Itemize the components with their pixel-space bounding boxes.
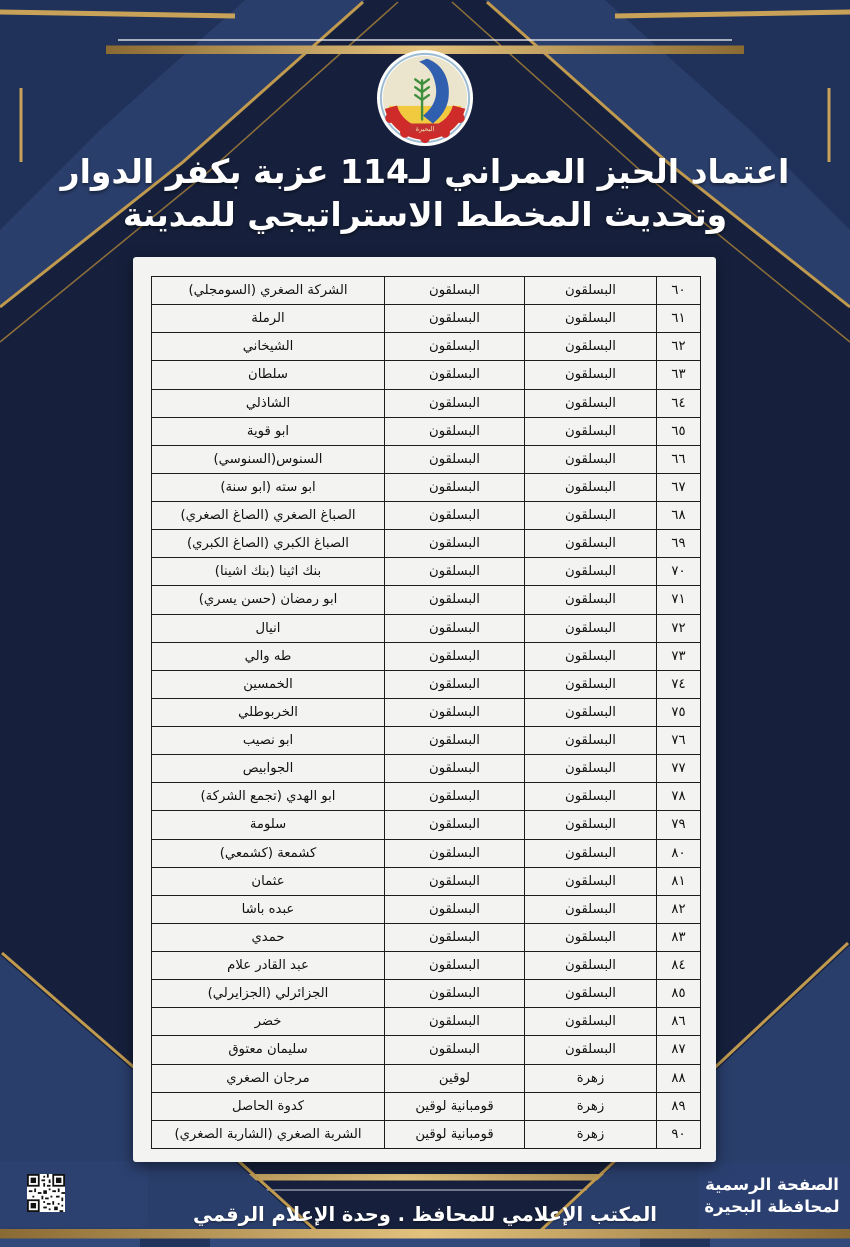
table-row <box>152 586 701 614</box>
cell-hamlet: سلطان <box>152 361 385 389</box>
cell-number: ٨٩ <box>657 1092 701 1120</box>
cell-hamlet: ابو الهدي (تجمع الشركة) <box>152 783 385 811</box>
cell-village: البسلقون <box>385 277 525 305</box>
cell-unit: البسلقون <box>525 389 657 417</box>
table-row <box>152 670 701 698</box>
page-title-line1: اعتماد الحيز العمراني لـ114 عزبة بكفر الدوار <box>60 152 790 191</box>
cell-number: ٧٩ <box>657 811 701 839</box>
cell-unit: البسلقون <box>525 839 657 867</box>
cell-hamlet: عثمان <box>152 867 385 895</box>
cell-hamlet: انيال <box>152 614 385 642</box>
cell-hamlet: سليمان معتوق <box>152 1036 385 1064</box>
cell-number: ٦٧ <box>657 473 701 501</box>
cell-hamlet: الشيخاني <box>152 333 385 361</box>
table-row <box>152 867 701 895</box>
table-row <box>152 980 701 1008</box>
page-title-line2: وتحديث المخطط الاستراتيجي للمدينة <box>122 195 728 234</box>
cell-village: البسلقون <box>385 305 525 333</box>
hamlet-table <box>151 276 701 1149</box>
cell-hamlet: ابو قوية <box>152 417 385 445</box>
cell-number: ٧٤ <box>657 670 701 698</box>
table-row <box>152 502 701 530</box>
cell-unit: البسلقون <box>525 698 657 726</box>
table-row <box>152 642 701 670</box>
cell-unit: البسلقون <box>525 614 657 642</box>
cell-unit: زهرة <box>525 1064 657 1092</box>
cell-number: ٦٣ <box>657 361 701 389</box>
cell-unit: البسلقون <box>525 811 657 839</box>
cell-village: قومبانية لوقين <box>385 1120 525 1148</box>
official-page-line2: لمحافظة البحيرة <box>704 1197 840 1216</box>
cell-number: ٨٥ <box>657 980 701 1008</box>
table-row <box>152 755 701 783</box>
cell-village: البسلقون <box>385 1036 525 1064</box>
table-row <box>152 305 701 333</box>
cell-number: ٦٢ <box>657 333 701 361</box>
cell-hamlet: الجزائرلي (الجزايرلي) <box>152 980 385 1008</box>
cell-number: ٨١ <box>657 867 701 895</box>
cell-unit: البسلقون <box>525 755 657 783</box>
cell-unit: البسلقون <box>525 923 657 951</box>
cell-village: البسلقون <box>385 1008 525 1036</box>
cell-village: البسلقون <box>385 445 525 473</box>
cell-village: البسلقون <box>385 361 525 389</box>
cell-village: لوقين <box>385 1064 525 1092</box>
cell-number: ٦٤ <box>657 389 701 417</box>
table-row <box>152 1120 701 1148</box>
cell-hamlet: السنوس(السنوسي) <box>152 445 385 473</box>
table-row <box>152 1036 701 1064</box>
cell-village: البسلقون <box>385 642 525 670</box>
cell-hamlet: سلومة <box>152 811 385 839</box>
cell-village: البسلقون <box>385 502 525 530</box>
cell-number: ٦٠ <box>657 277 701 305</box>
cell-hamlet: الخمسين <box>152 670 385 698</box>
cell-number: ٦٥ <box>657 417 701 445</box>
table-row <box>152 558 701 586</box>
cell-village: البسلقون <box>385 473 525 501</box>
cell-hamlet: ابو نصيب <box>152 727 385 755</box>
table-row <box>152 417 701 445</box>
cell-hamlet: بنك اثينا (بنك اشينا) <box>152 558 385 586</box>
cell-village: البسلقون <box>385 670 525 698</box>
cell-unit: البسلقون <box>525 1008 657 1036</box>
table-row <box>152 839 701 867</box>
cell-number: ٧٨ <box>657 783 701 811</box>
cell-unit: البسلقون <box>525 783 657 811</box>
table-row <box>152 727 701 755</box>
cell-hamlet: الجوابيص <box>152 755 385 783</box>
table-row <box>152 445 701 473</box>
cell-unit: البسلقون <box>525 895 657 923</box>
official-page-line1: الصفحة الرسمية <box>705 1175 839 1194</box>
cell-village: قومبانية لوقين <box>385 1092 525 1120</box>
cell-unit: زهرة <box>525 1120 657 1148</box>
table-row <box>152 923 701 951</box>
cell-unit: البسلقون <box>525 586 657 614</box>
table-row <box>152 952 701 980</box>
cell-unit: البسلقون <box>525 867 657 895</box>
cell-hamlet: ابو سته (ابو سنة) <box>152 473 385 501</box>
cell-unit: البسلقون <box>525 727 657 755</box>
cell-number: ٧٠ <box>657 558 701 586</box>
media-office-label: المكتب الإعلامي للمحافظ . وحدة الإعلام الرقمي <box>193 1203 657 1226</box>
table-row <box>152 473 701 501</box>
cell-number: ٧٢ <box>657 614 701 642</box>
cell-number: ٨٧ <box>657 1036 701 1064</box>
cell-village: البسلقون <box>385 558 525 586</box>
cell-village: البسلقون <box>385 417 525 445</box>
cell-village: البسلقون <box>385 867 525 895</box>
cell-number: ٦٨ <box>657 502 701 530</box>
cell-unit: البسلقون <box>525 952 657 980</box>
table-row <box>152 1008 701 1036</box>
cell-hamlet: الشاذلي <box>152 389 385 417</box>
cell-village: البسلقون <box>385 952 525 980</box>
cell-unit: البسلقون <box>525 1036 657 1064</box>
cell-hamlet: الشركة الصغري (السومجلي) <box>152 277 385 305</box>
table-row <box>152 530 701 558</box>
cell-village: البسلقون <box>385 980 525 1008</box>
cell-unit: البسلقون <box>525 530 657 558</box>
cell-unit: البسلقون <box>525 417 657 445</box>
cell-hamlet: الرملة <box>152 305 385 333</box>
cell-hamlet: حمدي <box>152 923 385 951</box>
cell-unit: زهرة <box>525 1092 657 1120</box>
cell-hamlet: الخربوطلي <box>152 698 385 726</box>
cell-number: ٨٢ <box>657 895 701 923</box>
cell-unit: البسلقون <box>525 445 657 473</box>
cell-unit: البسلقون <box>525 670 657 698</box>
table-row <box>152 361 701 389</box>
table-row <box>152 895 701 923</box>
beheira-governorate-logo <box>376 49 474 147</box>
cell-number: ٨٣ <box>657 923 701 951</box>
announcement-paper <box>133 257 716 1162</box>
cell-unit: البسلقون <box>525 277 657 305</box>
cell-village: البسلقون <box>385 727 525 755</box>
cell-village: البسلقون <box>385 698 525 726</box>
cell-hamlet: الصباغ الكبري (الصاغ الكبري) <box>152 530 385 558</box>
cell-number: ٦٦ <box>657 445 701 473</box>
cell-unit: البسلقون <box>525 642 657 670</box>
cell-number: ٧٧ <box>657 755 701 783</box>
cell-hamlet: الشربة الصغري (الشاربة الصغري) <box>152 1120 385 1148</box>
page-title <box>0 150 850 236</box>
table-row <box>152 1064 701 1092</box>
cell-unit: البسلقون <box>525 980 657 1008</box>
table-row <box>152 389 701 417</box>
cell-unit: البسلقون <box>525 473 657 501</box>
cell-hamlet: طه والي <box>152 642 385 670</box>
cell-hamlet: عبد القادر علام <box>152 952 385 980</box>
cell-unit: البسلقون <box>525 361 657 389</box>
cell-number: ٧٥ <box>657 698 701 726</box>
cell-village: البسلقون <box>385 389 525 417</box>
cell-village: البسلقون <box>385 530 525 558</box>
cell-hamlet: كدوة الحاصل <box>152 1092 385 1120</box>
logo-banner-label: البحيرة <box>415 124 435 133</box>
cell-village: البسلقون <box>385 811 525 839</box>
hamlet-table-body <box>152 277 701 1149</box>
cell-village: البسلقون <box>385 923 525 951</box>
cell-number: ٦١ <box>657 305 701 333</box>
cell-unit: البسلقون <box>525 305 657 333</box>
cell-unit: البسلقون <box>525 333 657 361</box>
cell-hamlet: كشمعة (كشمعي) <box>152 839 385 867</box>
cell-number: ٦٩ <box>657 530 701 558</box>
cell-number: ٧٦ <box>657 727 701 755</box>
cell-number: ٩٠ <box>657 1120 701 1148</box>
cell-hamlet: خضر <box>152 1008 385 1036</box>
cell-village: البسلقون <box>385 895 525 923</box>
cell-village: البسلقون <box>385 614 525 642</box>
cell-hamlet: الصباغ الصغري (الصاغ الصغري) <box>152 502 385 530</box>
cell-number: ٨٤ <box>657 952 701 980</box>
table-row <box>152 811 701 839</box>
cell-village: البسلقون <box>385 333 525 361</box>
table-row <box>152 333 701 361</box>
cell-unit: البسلقون <box>525 558 657 586</box>
cell-village: البسلقون <box>385 755 525 783</box>
cell-number: ٨٨ <box>657 1064 701 1092</box>
qr-code <box>27 1174 65 1212</box>
cell-village: البسلقون <box>385 586 525 614</box>
cell-village: البسلقون <box>385 783 525 811</box>
table-row <box>152 698 701 726</box>
cell-number: ٧٣ <box>657 642 701 670</box>
cell-unit: البسلقون <box>525 502 657 530</box>
cell-hamlet: عبده باشا <box>152 895 385 923</box>
cell-number: ٨٠ <box>657 839 701 867</box>
cell-number: ٨٦ <box>657 1008 701 1036</box>
cell-number: ٧١ <box>657 586 701 614</box>
table-row <box>152 614 701 642</box>
table-row <box>152 277 701 305</box>
cell-hamlet: مرجان الصغري <box>152 1064 385 1092</box>
table-row <box>152 1092 701 1120</box>
cell-village: البسلقون <box>385 839 525 867</box>
cell-hamlet: ابو رمضان (حسن يسري) <box>152 586 385 614</box>
table-row <box>152 783 701 811</box>
